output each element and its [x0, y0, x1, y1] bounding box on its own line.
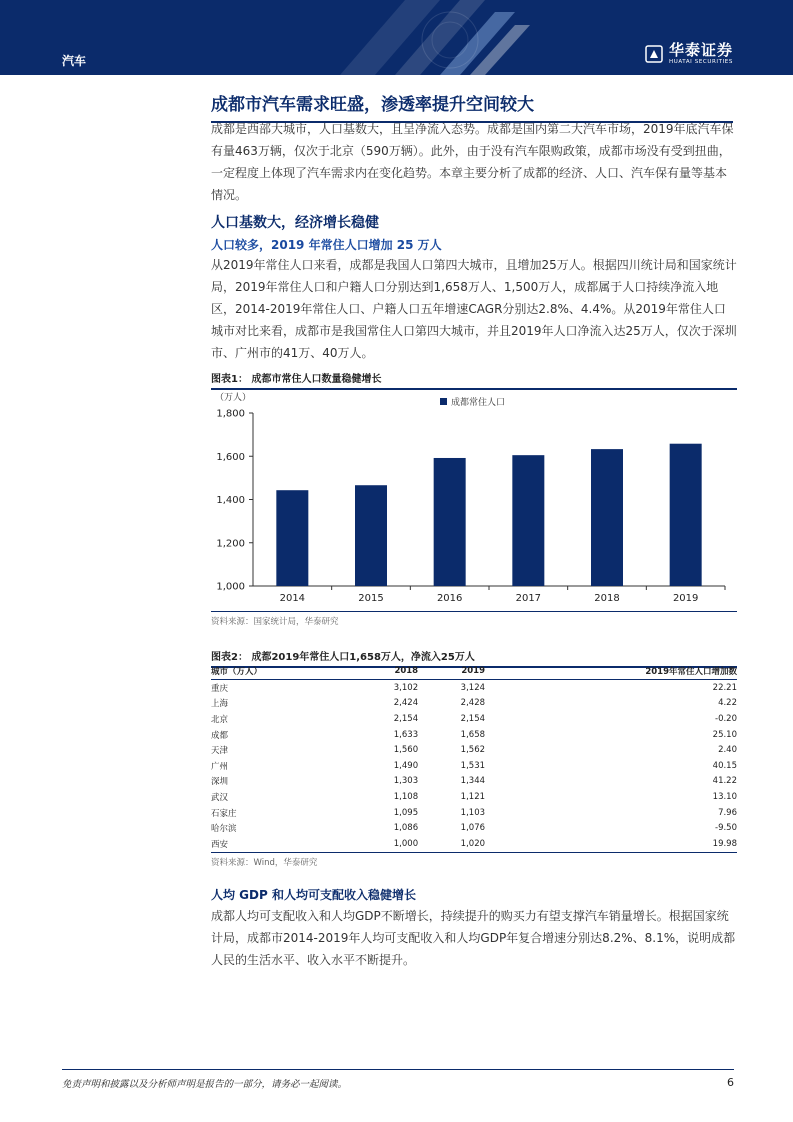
table-row — [211, 789, 737, 805]
bar-2016 — [434, 458, 466, 586]
table-row — [211, 805, 737, 821]
col-2019-header: 2019 — [461, 666, 486, 676]
population-bar-chart — [205, 385, 735, 610]
col-city-header: 城市（万人） — [211, 667, 263, 677]
table-row — [211, 836, 737, 852]
increase-cell: 41.22 — [712, 776, 737, 787]
city-cell: 广州 — [211, 761, 229, 772]
col-increase-header: 2019年常住人口增加数 — [645, 667, 737, 677]
population-paragraph: 从2019年常住人口来看，成都是我国人口第四大城市，且增加25万人。根据四川统计局和国家统计局，2019年常住人口和户籍人口分别达到1,658万人、1,500万人，成都属于人口持续净流入地区，2014-2019年常住人口、户籍人口五年增速CAGR分别达2.8%、4.4%。从2019年常住人口城市对比来看，成都市是我国常住人口第四大城市，并且2019年人口净流入达25万人，仅次于深圳市、广州市的41万、40万人。 — [211, 258, 737, 360]
city-cell: 重庆 — [211, 683, 229, 694]
value-2018-cell: 1,108 — [393, 791, 419, 802]
report-header-banner — [0, 0, 793, 75]
value-2019-cell: 1,531 — [460, 760, 486, 771]
bar-2017 — [512, 455, 544, 586]
table-row — [211, 680, 737, 696]
value-2018-cell: 1,633 — [393, 729, 419, 740]
figure1-title: 图表1： 成都市常住人口数量稳健增长 — [211, 370, 737, 390]
value-2019-cell: 1,076 — [460, 823, 486, 834]
city-cell: 石家庄 — [211, 808, 237, 819]
bar-2019 — [670, 444, 702, 586]
table-header-row — [211, 663, 737, 680]
increase-cell: 22.21 — [712, 682, 737, 693]
city-cell: 北京 — [211, 714, 229, 725]
bar-2014 — [276, 490, 308, 586]
figure1-bottom-rule — [211, 611, 737, 612]
brand-name-en: HUATAI SECURITIES — [668, 59, 733, 65]
huatai-logo — [645, 42, 733, 66]
table-row — [211, 774, 737, 790]
city-cell: 武汉 — [211, 792, 229, 803]
y-tick-label: 1,600 — [216, 451, 245, 463]
x-tick-label: 2016 — [436, 593, 463, 604]
increase-cell: -0.20 — [715, 713, 737, 724]
x-tick-label: 2015 — [358, 593, 384, 604]
increase-cell: 4.22 — [718, 698, 737, 709]
y-tick-label: 1,200 — [216, 538, 245, 550]
city-cell: 天津 — [211, 746, 229, 757]
bar-2018 — [591, 449, 623, 586]
x-tick-label: 2018 — [594, 593, 620, 604]
value-2018-cell: 1,490 — [393, 760, 419, 771]
value-2018-cell: 1,095 — [393, 807, 419, 818]
value-2019-cell: 1,103 — [460, 807, 486, 818]
page-number: 6 — [727, 1076, 734, 1089]
section-title: 成都市汽车需求旺盛，渗透率提升空间较大 — [211, 90, 733, 123]
income-heading: 人均 GDP 和人均可支配收入稳健增长 — [211, 888, 416, 902]
income-paragraph: 成都人均可支配收入和人均GDP不断增长，持续提升的购买力有望支撑汽车销量增长。根据国家统计局，成都市2014-2019年人均可支配收入和人均GDP年复合增速分别达8.2%、8.1%，说明成都人民的生活水平、收入水平不断提升。 — [211, 909, 736, 967]
increase-cell: 25.10 — [712, 729, 737, 740]
brand-name-cn: 华泰证券 — [668, 41, 733, 59]
y-axis-label: （万人） — [215, 393, 252, 403]
table-row — [211, 820, 737, 836]
value-2019-cell: 1,344 — [460, 776, 486, 787]
value-2018-cell: 3,102 — [393, 682, 419, 693]
value-2019-cell: 2,428 — [460, 698, 486, 709]
value-2018-cell: 1,000 — [393, 838, 419, 849]
value-2019-cell: 2,154 — [460, 713, 486, 724]
value-2019-cell: 1,562 — [460, 745, 486, 756]
legend-swatch — [440, 398, 447, 405]
table-row — [211, 696, 737, 712]
increase-cell: 7.96 — [718, 807, 737, 818]
value-2019-cell: 1,121 — [460, 791, 486, 802]
disclaimer-note: 免责声明和披露以及分析师声明是报告的一部分，请务必一起阅读。 — [62, 1079, 348, 1090]
city-cell: 深圳 — [211, 777, 229, 788]
city-cell: 上海 — [211, 699, 229, 710]
sector-label: 汽车 — [62, 54, 87, 68]
value-2018-cell: 1,086 — [393, 823, 419, 834]
x-tick-label: 2014 — [279, 593, 306, 604]
city-cell: 哈尔滨 — [211, 824, 237, 835]
col-2018-header: 2018 — [394, 666, 419, 676]
increase-cell: -9.50 — [715, 823, 737, 834]
y-tick-label: 1,000 — [216, 581, 245, 593]
section-intro-paragraph: 成都是西部大城市，人口基数大，且呈净流入态势。成都是国内第二大汽车市场，2019年底汽车保有量463万辆，仅次于北京（590万辆）。此外，由于没有汽车限购政策，成都市场没有受到扭曲，一定程度上体现了汽车需求内在变化趋势。本章主要分析了成都的经济、人口、汽车保有量等基本情况。 — [211, 122, 734, 202]
increase-cell: 2.40 — [718, 745, 737, 756]
city-cell: 成都 — [211, 730, 229, 741]
population-heading: 人口基数大，经济增长稳健 — [211, 215, 379, 231]
huatai-logo-icon — [645, 45, 663, 63]
increase-cell: 19.98 — [712, 838, 737, 849]
value-2019-cell: 1,020 — [460, 838, 486, 849]
population-table — [211, 663, 737, 853]
table-row — [211, 742, 737, 758]
header-decoration-arrows — [300, 0, 640, 75]
table-row — [211, 758, 737, 774]
figure2-title: 图表2： 成都2019年常住人口1,658万人，净流入25万人 — [211, 648, 737, 668]
figure1-source: 资料来源：国家统计局，华泰研究 — [211, 617, 339, 627]
value-2018-cell: 2,154 — [393, 713, 419, 724]
x-tick-label: 2019 — [672, 593, 699, 604]
figure2-source: 资料来源：Wind，华泰研究 — [211, 858, 318, 868]
legend-label: 成都常住人口 — [451, 398, 506, 408]
table-row — [211, 727, 737, 743]
increase-cell: 13.10 — [712, 791, 737, 802]
x-tick-label: 2017 — [515, 593, 542, 604]
value-2018-cell: 1,560 — [393, 745, 419, 756]
bar-2015 — [355, 485, 387, 586]
y-tick-label: 1,400 — [216, 495, 245, 506]
table-row — [211, 711, 737, 727]
value-2018-cell: 2,424 — [393, 698, 419, 709]
population-subheading: 人口较多，2019 年常住人口增加 25 万人 — [211, 238, 442, 252]
chart-legend — [440, 396, 505, 408]
y-tick-label: 1,800 — [216, 408, 245, 420]
page-footer — [62, 1069, 734, 1090]
value-2019-cell: 1,658 — [460, 729, 486, 740]
value-2018-cell: 1,303 — [393, 776, 419, 787]
value-2019-cell: 3,124 — [460, 682, 486, 693]
increase-cell: 40.15 — [712, 760, 737, 771]
city-cell: 西安 — [211, 839, 229, 850]
